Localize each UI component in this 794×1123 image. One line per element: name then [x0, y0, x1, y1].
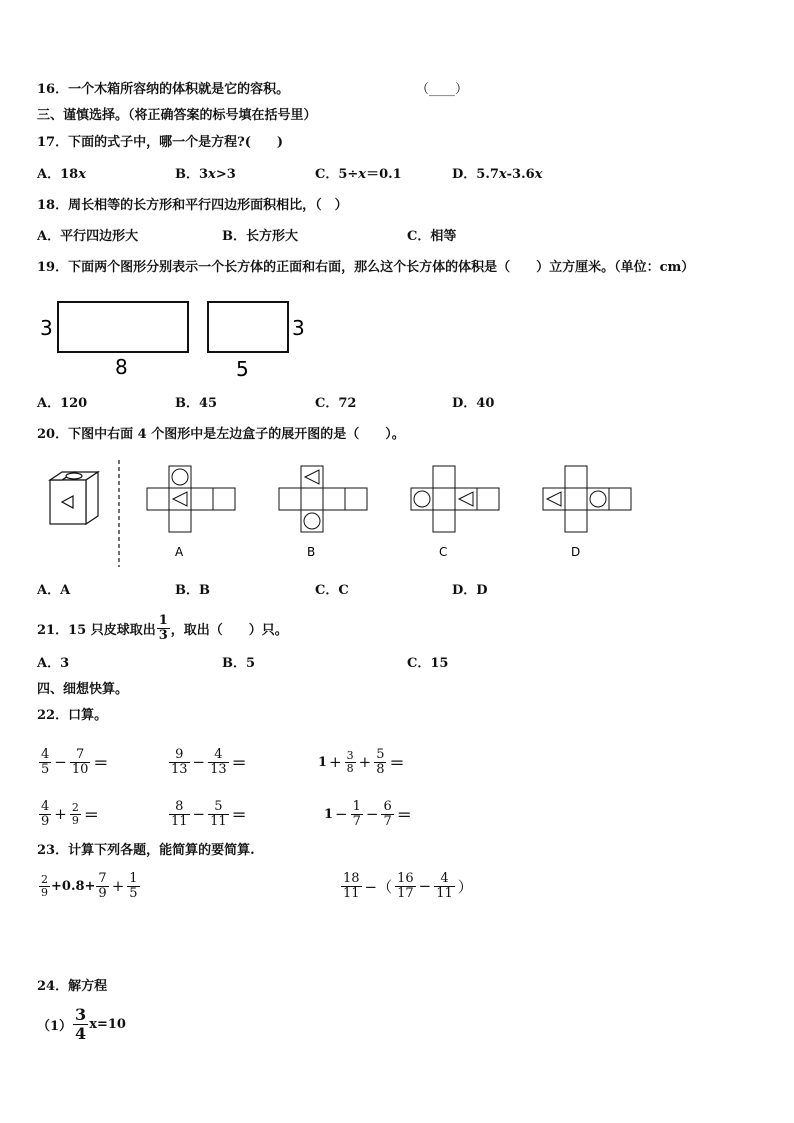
q24-text: 24．解方程 [37, 979, 108, 994]
q20-option-c[interactable]: C．C [315, 583, 349, 598]
q22-expr-6: 1 − $\frac{1}{7}$ − $\frac{6}{7}$ ＝ [324, 798, 412, 829]
q22-expr-3: 1 + $\frac{3}{8}$ + $\frac{5}{8}$ ＝ [318, 746, 405, 777]
q17-option-a[interactable]: A．18x [37, 167, 86, 182]
side-face-rect [208, 302, 288, 352]
q17-text: 17．下面的式子中，哪一个是方程?( ) [37, 135, 284, 150]
q17-option-c[interactable]: C．5÷x＝0.1 [315, 167, 402, 182]
q20-option-a[interactable]: A．A [37, 583, 71, 598]
q22-text: 22．口算。 [37, 708, 108, 723]
q19-option-d[interactable]: D．40 [452, 396, 495, 411]
q18-option-b[interactable]: B．长方形大 [222, 229, 298, 244]
q20-option-b[interactable]: B．B [175, 583, 210, 598]
q23-expr-1: $\frac{2}{9}$ +0.8+ $\frac{7}{9}$ + $\frac{1}{5}$ [41, 870, 138, 901]
q19-option-a[interactable]: A．120 [37, 396, 88, 411]
q18-option-c[interactable]: C．相等 [407, 229, 457, 244]
front-height-label: 3 [40, 316, 53, 340]
q17-option-b[interactable]: B．3x>3 [175, 167, 236, 182]
q20-option-d[interactable]: D．D [452, 583, 488, 598]
q19-text: 19．下面两个图形分别表示一个长方体的正面和右面，那么这个长方体的体积是（ ）立方厘米。（单位：cm） [37, 260, 695, 275]
q21-text: 21．15 只皮球取出 $\frac{1}{3}$ ，取出（ ）只。 [37, 612, 288, 643]
q23-expr-2: $\frac{18}{11}$ −（ $\frac{16}{17}$ − $\frac{4}{11}$ ） [343, 870, 473, 901]
q20-figure [40, 455, 650, 570]
q19-figure [30, 292, 320, 384]
net-d [543, 466, 631, 532]
front-face-rect [58, 302, 188, 352]
q20-text: 20．下图中右面 4 个图形中是左边盒子的展开图的是（ ）。 [37, 427, 405, 442]
front-width-label: 8 [115, 355, 128, 379]
box-cube-icon [50, 472, 98, 524]
side-height-label: 3 [292, 316, 305, 340]
q22-expr-1: $\frac{4}{5}$ − $\frac{7}{10}$ ＝ [41, 746, 109, 777]
q22-expr-5: $\frac{8}{11}$ − $\frac{5}{11}$ ＝ [171, 798, 247, 829]
net-c [411, 466, 499, 532]
net-c-label: C [439, 545, 448, 559]
q21-fraction: $\frac{1}{3}$ [158, 612, 168, 643]
q22-expr-2: $\frac{9}{13}$ − $\frac{4}{13}$ ＝ [171, 746, 247, 777]
section-3-heading: 三、谨慎选择。（将正确答案的标号填在括号里） [37, 108, 317, 123]
q22-expr-4: $\frac{4}{9}$ + $\frac{2}{9}$ ＝ [41, 798, 99, 829]
section-4-heading: 四、细想快算。 [37, 682, 129, 697]
q24-equation-1: （1） $\frac{3}{4}$ x=10 [37, 1004, 126, 1043]
q19-option-b[interactable]: B．45 [175, 396, 218, 411]
q19-option-c[interactable]: C．72 [315, 396, 357, 411]
q21-option-c[interactable]: C．15 [407, 656, 449, 671]
q18-text: 18．周长相等的长方形和平行四边形面积相比，（ ） [37, 198, 348, 213]
net-b [279, 466, 367, 532]
net-d-label: D [571, 545, 581, 559]
q17-option-d[interactable]: D．5.7x-3.6x [452, 167, 543, 182]
q21-option-a[interactable]: A．3 [37, 656, 70, 671]
side-width-label: 5 [236, 357, 249, 381]
q23-text: 23．计算下列各题，能简算的要简算. [37, 843, 255, 858]
q16-answer-blank[interactable]: （____） [416, 82, 469, 97]
net-a [147, 466, 235, 532]
q16-text: 16．一个木箱所容纳的体积就是它的容积。 [37, 82, 290, 97]
q18-option-a[interactable]: A．平行四边形大 [37, 229, 139, 244]
net-a-label: A [175, 545, 184, 559]
net-b-label: B [307, 545, 316, 559]
q21-option-b[interactable]: B．5 [222, 656, 256, 671]
